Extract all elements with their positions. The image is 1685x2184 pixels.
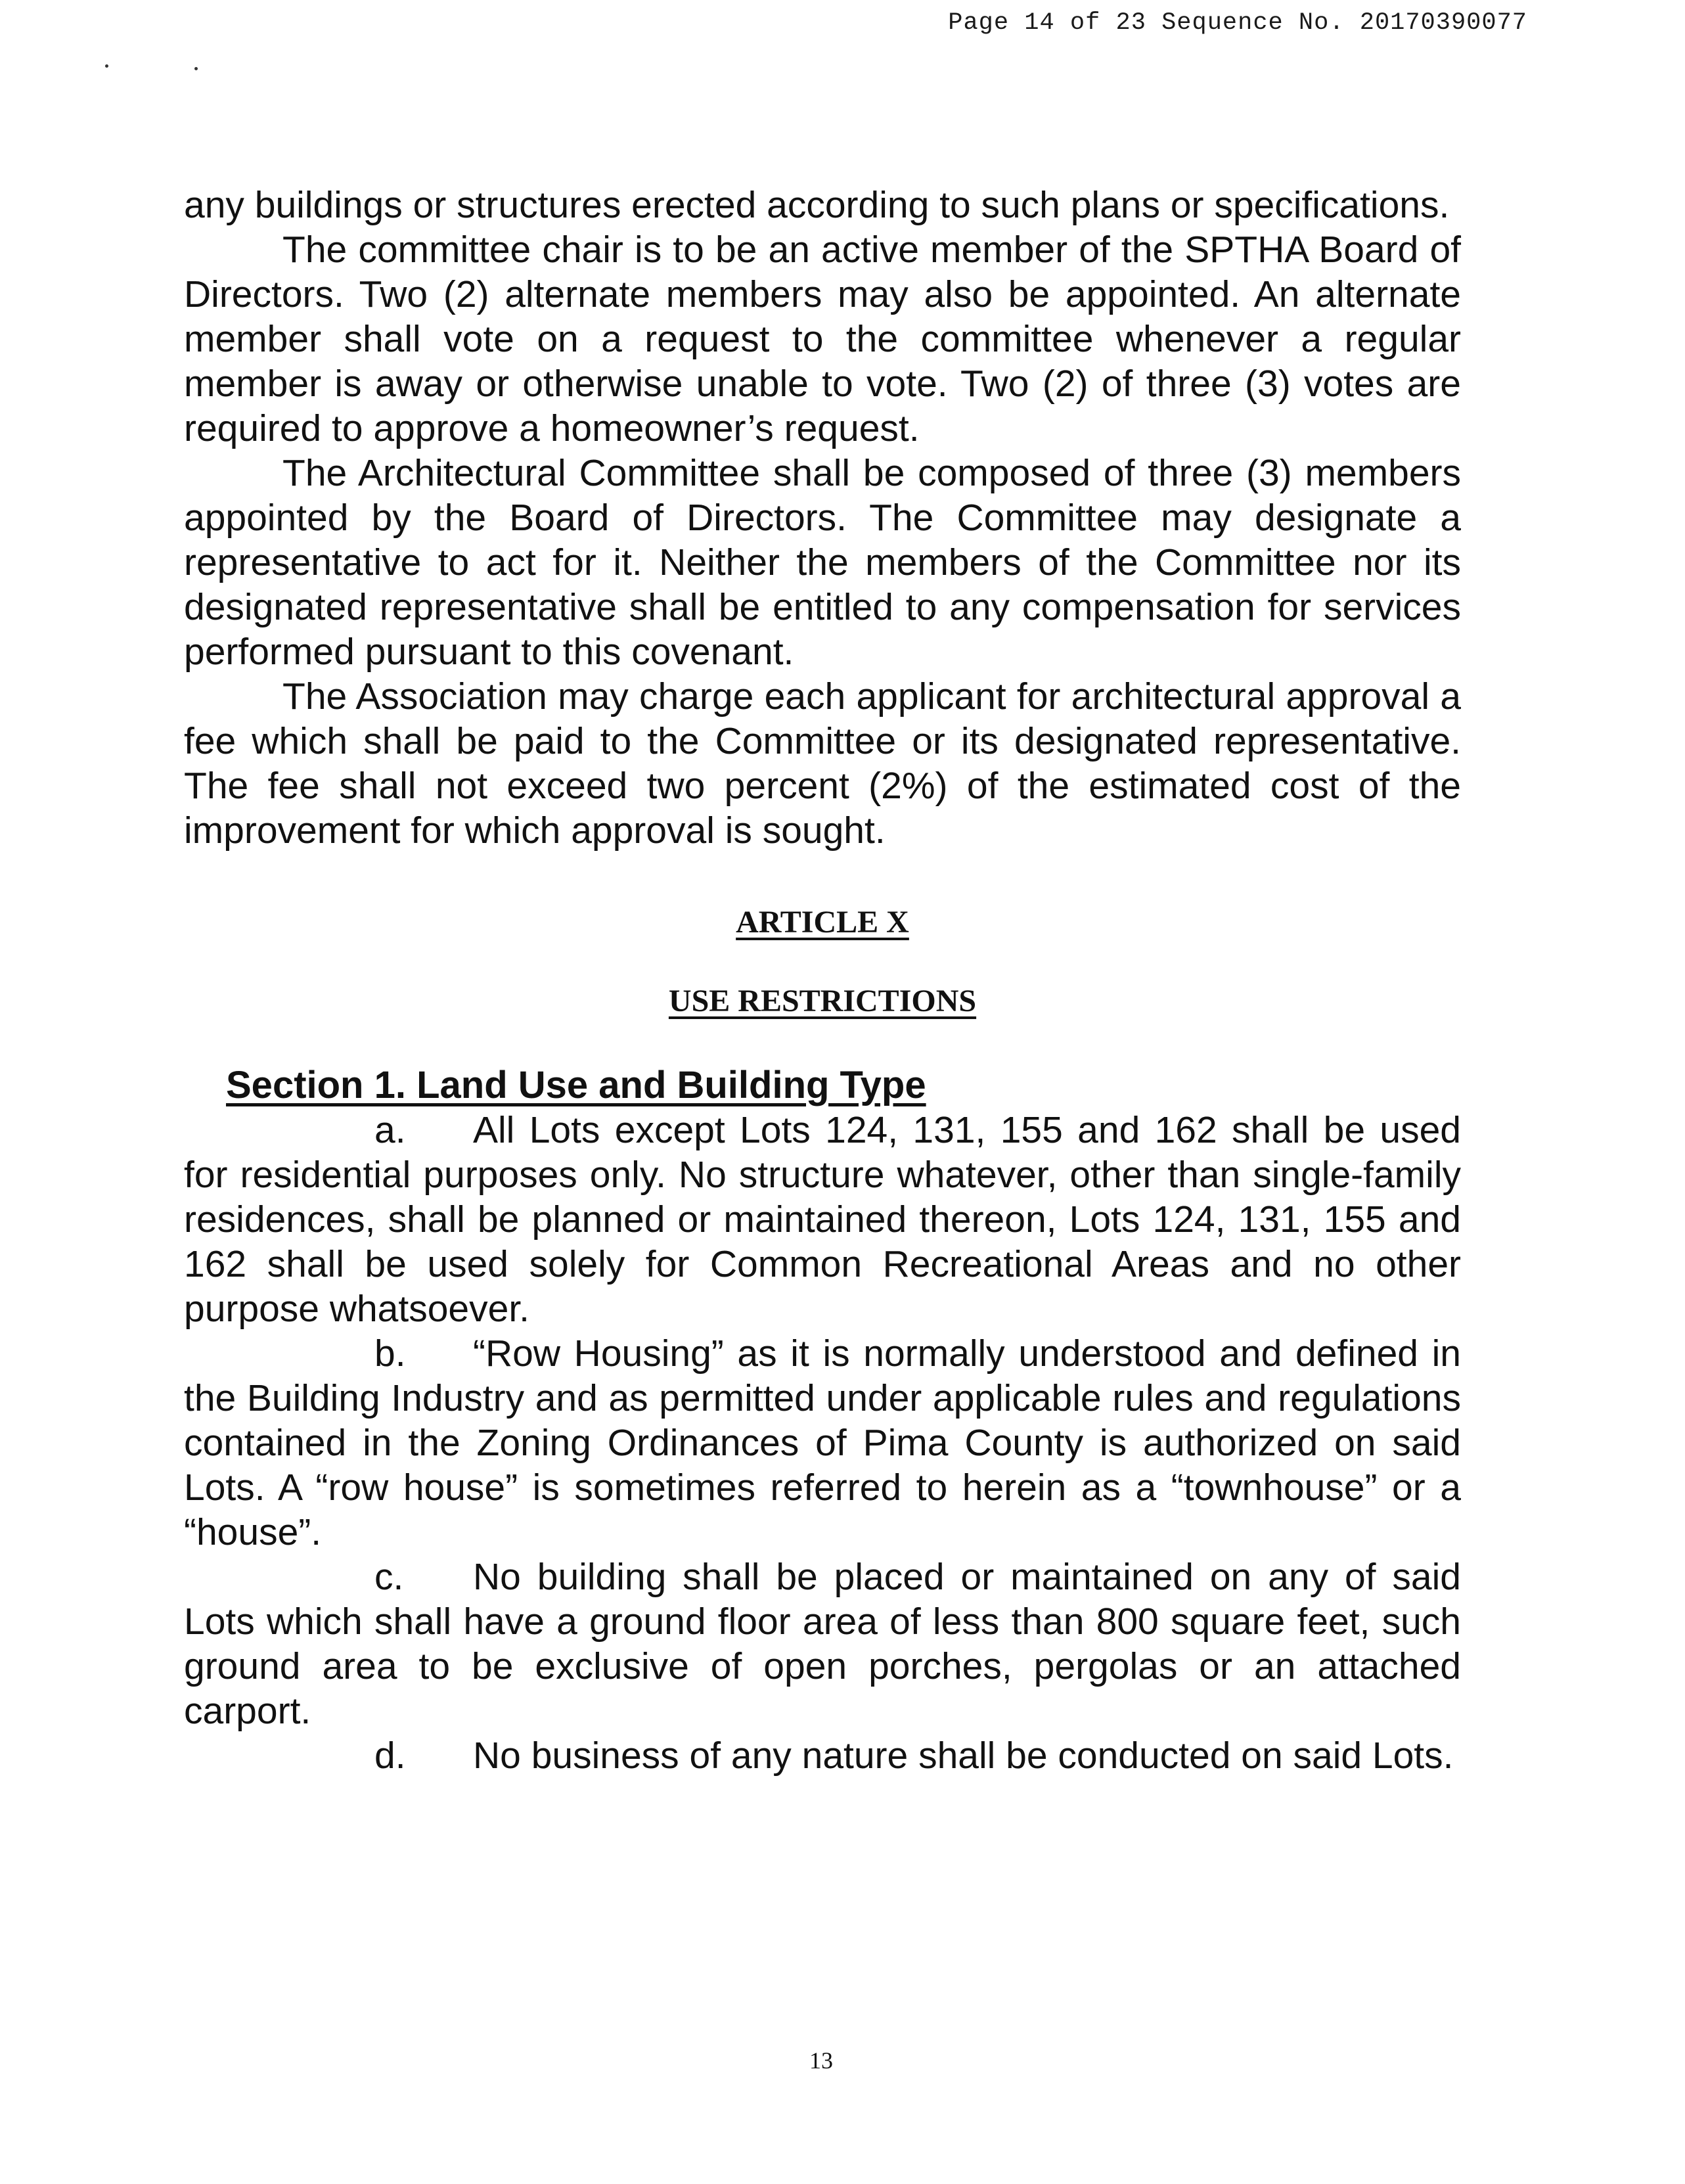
list-item-label: d. xyxy=(374,1735,406,1777)
list-item xyxy=(184,1733,1461,1778)
list-item-label: a. xyxy=(374,1109,406,1151)
page-number: 13 xyxy=(809,2047,833,2074)
paragraph-continuation: any buildings or structures erected according to such plans or specifications. xyxy=(184,184,1450,226)
section-heading: Section 1. Land Use and Building Type xyxy=(226,1064,926,1106)
list-item-text: “Row Housing” as it is normally understood and defined in the Building Industry and as permitted under applicable rules and regulations contained in the Zoning Ordinances of Pima County is authorized on said Lots. A “row house” is sometimes referred to herein as a “townhouse” or a “house”. xyxy=(184,1332,1461,1553)
list-item xyxy=(184,1331,1461,1555)
scan-speck xyxy=(194,67,198,70)
paragraph-approval-fee: The Association may charge each applicant for architectural approval a fee which shall be paid to the Committee or its designated representative. The fee shall not exceed two percent (2%) of the estimated cost of the improvement for which approval is sought. xyxy=(184,675,1461,852)
list-item-text: No building shall be placed or maintained on any of said Lots which shall have a ground floor area of less than 800 square feet, such ground area to be exclusive of open porches, pergolas or an attached carport. xyxy=(184,1556,1461,1732)
article-subtitle: USE RESTRICTIONS xyxy=(668,984,977,1018)
document-body xyxy=(184,183,1461,1778)
article-title: ARTICLE X xyxy=(736,905,909,940)
scan-speck xyxy=(105,64,108,68)
paragraph-architectural-committee: The Architectural Committee shall be composed of three (3) members appointed by the Board of Directors. The Committee may designate a representative to act for it. Neither the members of the Committee nor its designated representative shall be entitled to any compensation for services performed pursuant to this covenant. xyxy=(184,452,1461,673)
list-item-text: All Lots except Lots 124, 131, 155 and 162 shall be used for residential purposes only. No structure whatever, other than single-family residences, shall be planned or maintained thereon, Lots 124, 131, 155 and 162 shall be used solely for Common Recreational Areas and no other purpose whatsoever. xyxy=(184,1109,1461,1330)
list-item xyxy=(184,1108,1461,1331)
list-item-label: c. xyxy=(374,1556,404,1598)
paragraph-committee-chair: The committee chair is to be an active member of the SPTHA Board of Directors. Two (2) alternate members may also be appointed. An alternate member shall vote on a request to the committee whenever a regular member is away or otherwise unable to vote. Two (2) of three (3) votes are required to approve a homeowner’s request. xyxy=(184,229,1461,449)
list-item xyxy=(184,1555,1461,1733)
list-item-text: No business of any nature shall be conducted on said Lots. xyxy=(473,1735,1454,1777)
list-item-label: b. xyxy=(374,1332,406,1375)
page-sequence-header: Page 14 of 23 Sequence No. 20170390077 xyxy=(948,9,1527,37)
